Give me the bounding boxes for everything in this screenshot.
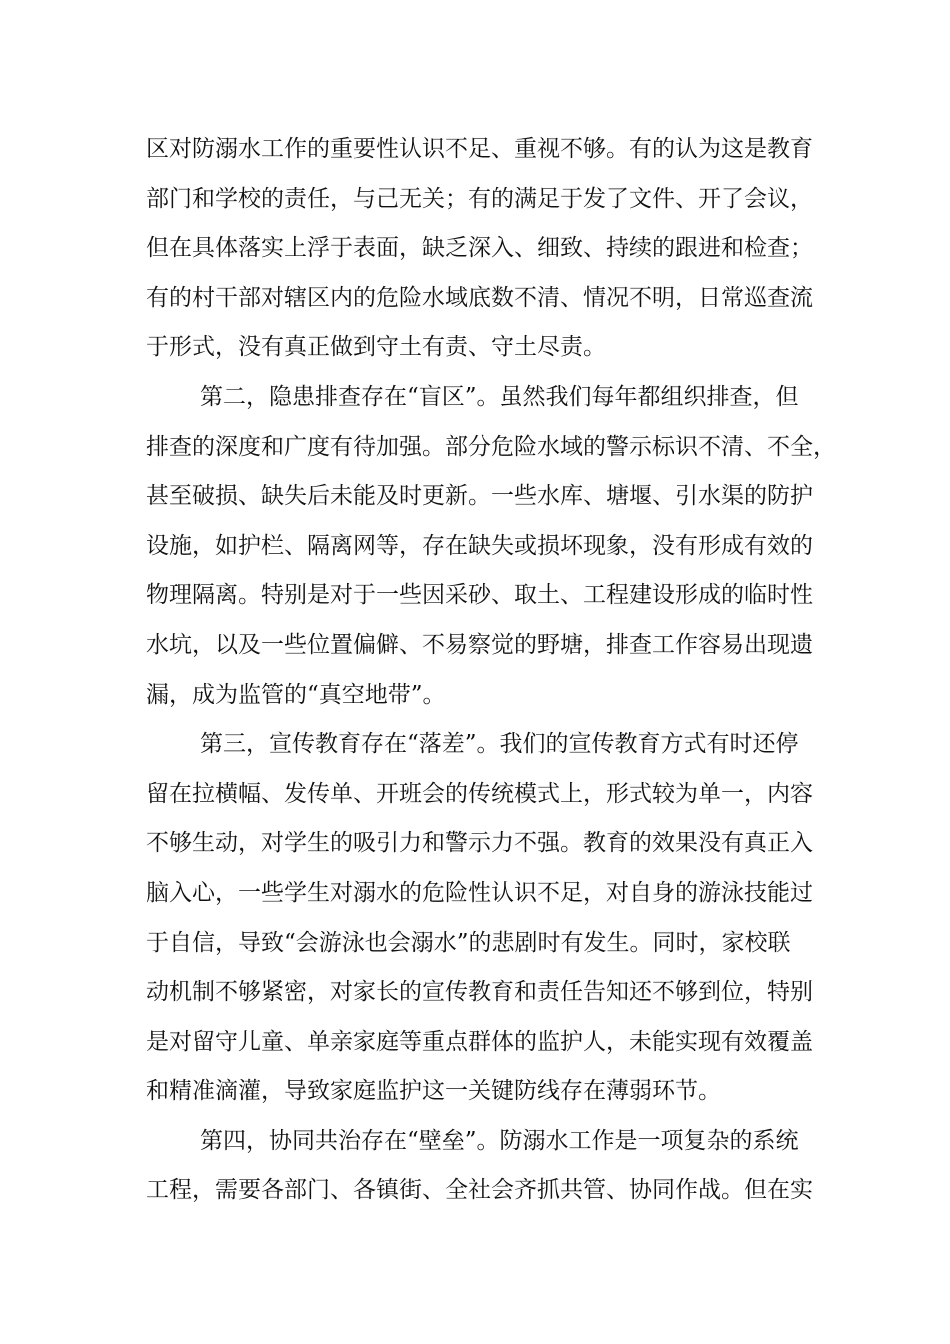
text-line: 和精准滴灌，导致家庭监护这一关键防线存在薄弱环节。 [146, 1078, 721, 1105]
text-line: 排查的深度和广度有待加强。部分危险水域的警示标识不清、不全， [146, 433, 836, 460]
paragraph-start-line: 第四，协同共治存在“壁垒”。防溺水工作是一项复杂的系统 [200, 1127, 799, 1154]
text-line: 水坑，以及一些位置偏僻、不易察觉的野塘，排查工作容易出现遗 [146, 631, 813, 658]
text-line: 但在具体落实上浮于表面，缺乏深入、细致、持续的跟进和检查； [146, 235, 813, 262]
paragraph-start-line: 第三，宣传教育存在“落差”。我们的宣传教育方式有时还停 [200, 731, 799, 758]
text-line: 物理隔离。特别是对于一些因采砂、取土、工程建设形成的临时性 [146, 582, 813, 609]
text-line: 有的村干部对辖区内的危险水域底数不清、情况不明，日常巡查流 [146, 284, 813, 311]
text-line: 部门和学校的责任，与己无关；有的满足于发了文件、开了会议， [146, 185, 813, 212]
document-page [146, 125, 836, 1216]
text-line: 留在拉横幅、发传单、开班会的传统模式上，形式较为单一，内容 [146, 780, 813, 807]
text-line: 是对留守儿童、单亲家庭等重点群体的监护人，未能实现有效覆盖 [146, 1028, 813, 1055]
text-line: 漏，成为监管的“真空地带”。 [146, 681, 446, 708]
text-line: 于形式，没有真正做到守土有责、守土尽责。 [146, 334, 606, 361]
text-line: 设施，如护栏、隔离网等，存在缺失或损坏现象，没有形成有效的 [146, 532, 813, 559]
text-line: 区对防溺水工作的重要性认识不足、重视不够。有的认为这是教育 [146, 136, 813, 162]
text-line: 于自信，导致“会游泳也会溺水”的悲剧时有发生。同时，家校联 [146, 929, 791, 956]
text-line: 甚至破损、缺失后未能及时更新。一些水库、塘堰、引水渠的防护 [146, 483, 813, 510]
text-line: 工程，需要各部门、各镇街、全社会齐抓共管、协同作战。但在实 [146, 1177, 813, 1204]
text-line: 动机制不够紧密，对家长的宣传教育和责任告知还不够到位，特别 [146, 979, 813, 1006]
text-line: 不够生动，对学生的吸引力和警示力不强。教育的效果没有真正入 [146, 830, 813, 857]
paragraph-start-line: 第二，隐患排查存在“盲区”。虽然我们每年都组织排查，但 [200, 383, 799, 410]
text-line: 脑入心，一些学生对溺水的危险性认识不足，对自身的游泳技能过 [146, 879, 813, 906]
